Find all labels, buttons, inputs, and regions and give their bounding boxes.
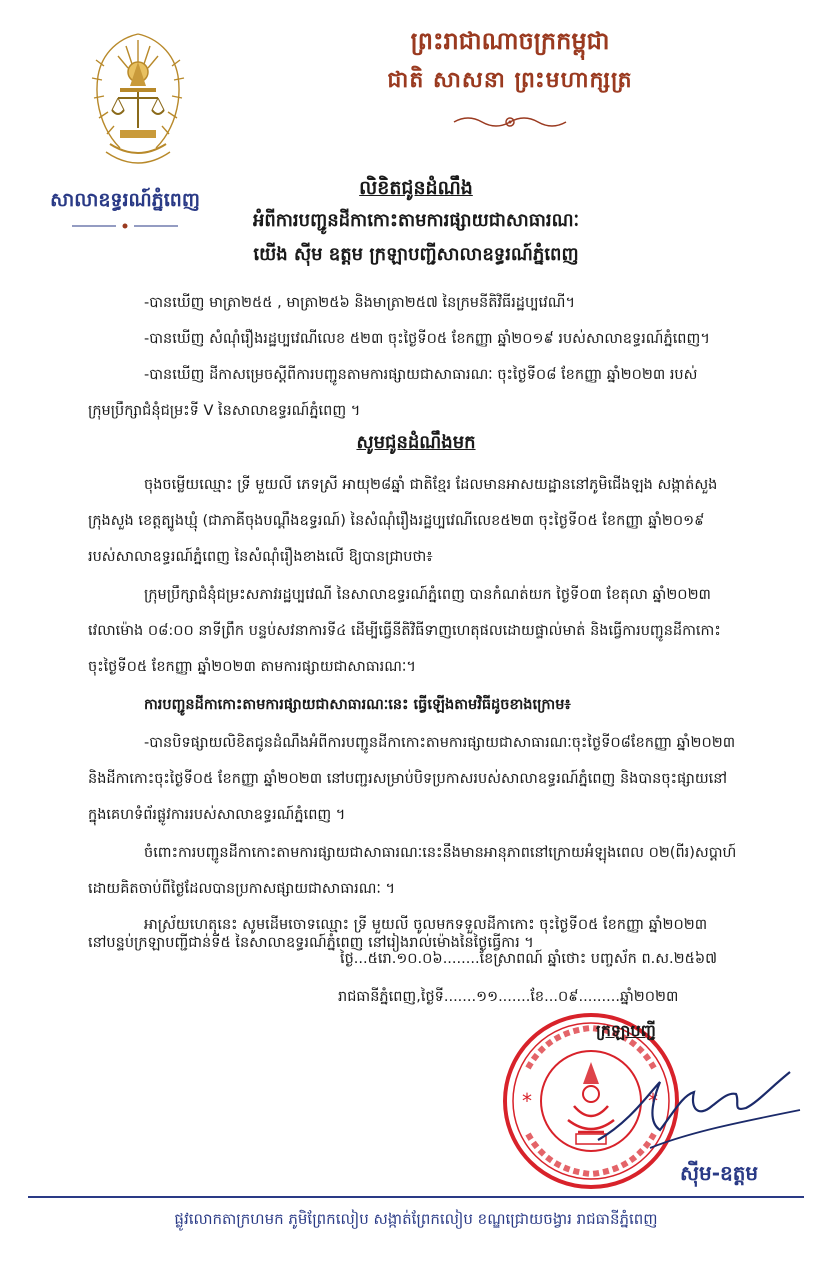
footer-address: ផ្លូវលោកតាក្រហមក ភូមិព្រែកលៀប សង្កាត់ព្រែកលៀប ខណ្ឌជ្រោយចង្វារ រាជធានីភ្នំពេញ	[174, 1210, 658, 1228]
para-4-line-1: -បានបិទផ្សាយលិខិតជូនដំណឹងអំពីការបញ្ជូនដីកាកោះតាមការផ្សាយជាសាធារណៈចុះថ្ងៃទី០៨ខែកញ្ញា ឆ្នាំ២០២៣	[144, 735, 736, 751]
para-4-line-2: និងដីកាកោះចុះថ្ងៃទី០៥ ខែកញ្ញា ឆ្នាំ២០២៣ នៅបញ្ជរសម្រាប់បិទប្រកាសរបស់សាលាឧទ្ធរណ៍ភ្នំពេញ និងបានចុះផ្សាយនៅ	[88, 771, 728, 787]
royal-crest-icon	[80, 26, 196, 176]
para-1-line-3: របស់សាលាឧទ្ធរណ៍ភ្នំពេញ នៃសំណុំរឿងខាងលើ ឱ្យបានជ្រាបថា៖	[88, 549, 433, 565]
para-5-line-1: ចំពោះការបញ្ជូនដីកាកោះតាមការផ្សាយជាសាធារណៈនេះនឹងមានអានុភាពនៅក្រោយអំឡុងពេល ០២(ពីរ)សប្តាហ៍	[144, 845, 737, 861]
handwritten-signature-icon	[590, 1052, 810, 1162]
para-2-line-1: ក្រុមប្រឹក្សាជំនុំជម្រះសភាវរដ្ឋប្បវេណី នៃសាលាឧទ្ធរណ៍ភ្នំពេញ បានកំណត់យក ថ្ងៃទី០៣ ខែតុលា ឆ្នាំ២០២៣	[144, 587, 711, 603]
para-2-line-2: វេលាម៉ោង ០៨:០០ នាទីព្រឹក បន្ទប់សវនាការទី៤ ដើម្បីធ្វើនីតិវិធីទាញហេតុផលដោយផ្ទាល់មាត់ និងធ្វើការបញ្ជូនដីកាកោះ	[88, 623, 721, 639]
notice-heading: សូមជូនដំណឹងមក	[356, 432, 476, 453]
para-1-line-2: ក្រុងសួង ខេត្តត្បូងឃ្មុំ (ជាភាគីចុងបណ្តឹងឧទ្ធរណ៍) នៃសំណុំរឿងរដ្ឋប្បវេណីលេខ៥២៣ ចុះថ្ងៃទី០៥ ខែកញ្ញា ឆ្នាំ២០១៩	[88, 513, 705, 529]
para-1-line-1: ចុងចម្លើយឈ្មោះ ទ្រី មួយលី ភេទស្រី អាយុ២៨ឆ្នាំ ជាតិខ្មែរ ដែលមានអាសយដ្ឋាននៅភូមិជើងឡង សង្កាត់សួង	[144, 477, 718, 493]
national-motto: ជាតិ សាសនា ព្រះមហាក្សត្រ	[387, 68, 633, 93]
para-6-line-1: អាស្រ័យហេតុនេះ សូមដើមចោទឈ្មោះ ទ្រី មួយលី ចូលមកទទួលដីកាកោះ ចុះថ្ងៃទី០៥ ខែកញ្ញា ឆ្នាំ២០២៣	[144, 917, 708, 933]
signer-name: ស៊ីម-ឧត្តម	[680, 1161, 759, 1185]
para-4-line-3: ក្នុងគេហទំព័រផ្លូវការរបស់សាលាឧទ្ធរណ៍ភ្នំពេញ ។	[88, 807, 346, 823]
footer-divider	[28, 1196, 804, 1198]
recital-3-cont: ក្រុមប្រឹក្សាជំនុំជម្រះទី V នៃសាលាឧទ្ធរណ៍ភ្នំពេញ ។	[88, 403, 361, 419]
recital-1: -បានឃើញ មាត្រា២៥៥ , មាត្រា២៥៦ និងមាត្រា២៥៧ នៃក្រមនីតិវិធីរដ្ឋប្បវេណី។	[144, 295, 575, 311]
method-heading: ការបញ្ជូនដីកាកោះតាមការផ្សាយជាសាធារណៈនេះ ធ្វើឡើងតាមវិធីដូចខាងក្រោម៖	[144, 697, 571, 713]
para-5-line-2: ដោយគិតចាប់ពីថ្ងៃដែលបានប្រកាសផ្សាយជាសាធារណៈ ។	[88, 881, 396, 897]
recital-2: -បានឃើញ សំណុំរឿងរដ្ឋប្បវេណីលេខ ៥២៣ ចុះថ្ងៃទី០៥ ខែកញ្ញា ឆ្នាំ២០១៩ របស់សាលាឧទ្ធរណ៍ភ្នំពេញ។	[144, 331, 710, 347]
para-2-line-3: ចុះថ្ងៃទី០៥ ខែកញ្ញា ឆ្នាំ២០២៣ តាមការផ្សាយជាសាធារណៈ។	[88, 659, 416, 675]
letter-title: លិខិតជូនដំណឹង	[359, 177, 473, 199]
lunar-date: ថ្ងៃ...៥រោ.១០.០៦........ខែស្រាពណ៍ ឆ្នាំថោះ បញ្ចស័ក ព.ស.២៥៦៧	[340, 951, 718, 967]
recital-3: -បានឃើញ ដីកាសម្រេចស្តីពីការបញ្ជូនតាមការផ្សាយជាសាធារណៈ ចុះថ្ងៃទី០៨ ខែកញ្ញា ឆ្នាំ២០២៣ របស់	[144, 367, 698, 383]
court-name: សាលាឧទ្ធរណ៍ភ្នំពេញ	[50, 189, 200, 211]
letter-subject: អំពីការបញ្ជូនដីកាកោះតាមការផ្សាយជាសាធារណៈ	[252, 210, 580, 231]
registrar-title: ក្រឡាបញ្ជី	[596, 1021, 656, 1040]
svg-text:*: *	[522, 1089, 532, 1113]
kingdom-name: ព្រះរាជាណាចក្រកម្ពុជា	[410, 27, 610, 55]
svg-text:*: *	[648, 1089, 658, 1113]
para-6-line-2: នៅបន្ទប់ក្រឡាបញ្ជីជាន់ទី៥ នៃសាលាឧទ្ធរណ៍ភ្នំពេញ នៅរៀងរាល់ម៉ោងនៃថ្ងៃធ្វើការ ។	[88, 935, 534, 951]
solar-date: រាជធានីភ្នំពេញ,ថ្ងៃទី.......១១.......ខែ...០៩.........ឆ្នាំ២០២៣	[338, 989, 679, 1005]
ornament-divider-icon	[450, 112, 570, 132]
letter-issuer: យើង ស៊ីម ឧត្តម ក្រឡាបញ្ជីសាលាឧទ្ធរណ៍ភ្នំពេញ	[253, 244, 579, 265]
